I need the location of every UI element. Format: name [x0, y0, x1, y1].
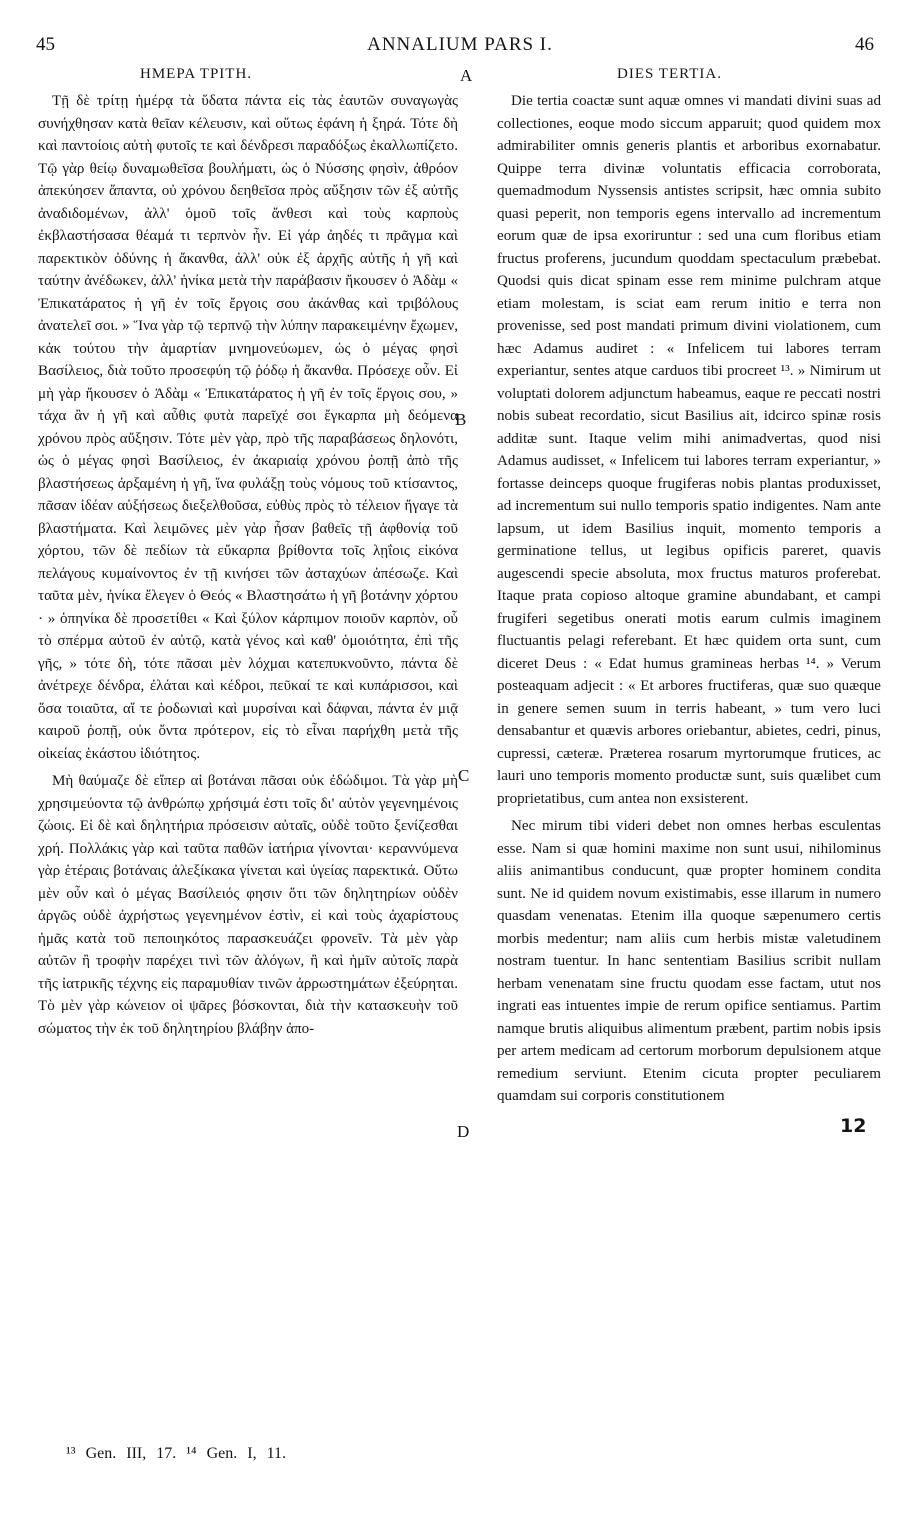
greek-column-heading: ΗΜΕΡΑ ΤΡΙΤΗ. [140, 66, 253, 82]
running-title: ANNALIUM PARS I. [367, 34, 553, 55]
page-number-left: 45 [36, 34, 55, 55]
margin-marker-c: C [458, 766, 470, 785]
latin-paragraph: Nec mirum tibi videri debet non omnes herbas esculentas esse. Nam si quæ homini maxime non sunt usui, nihilominus aliis animantibus conducunt, quæ propter hominem condita sunt. Ne id quidem novum existimabis, esse illarum in numero quasdam venenatas. Etenim illa quoque sæpenumero certis morbis medentur; nam aliis cum herbis mistæ valetudinem nostram tuentur. In hanc sententiam Basilius scribit nullam herbam venenatam sine fructu quodam esse factam, utut nos ingrati eas intuentes impie de rerum opifice sentiamus. Partim namque brutis aliquibus alimentum præbent, partim nobis ipsis per artem medicam ad certorum morborum depulsionem atque remedium serviunt. Etenim cicuta propter peculiarem quamdam sui corporis constitutionem [497, 818, 881, 1104]
page-number-right: 46 [855, 34, 874, 55]
greek-paragraph: Μὴ θαύμαζε δὲ εἴπερ αἱ βοτάναι πᾶσαι οὐκ ἐδώδιμοι. Τὰ γὰρ μὴ χρησιμεύοντα τῷ ἀνθρώπῳ χρήσιμά ἐστι τοῖς δι' αὐτὸν γεγενημένοις ζώοις. Εἰ δὲ καὶ δηλητήρια πρόσεισιν αὐταῖς, οὐδὲ τοῦτο ξενίζεσθαι χρή. Πολλάκις γὰρ καὶ ταῦτα παθῶν ἰατήρια γίνονται· κεραννύμενα γὰρ ἑτέραις βοτάναις ἀλεξίκακα γίνεται καὶ ὑγείας παρεκτικά. Οὕτω μὲν οὖν καὶ ὁ μέγας Βασίλειός φησιν ὅτι τῶν δηλητηρίων οὐδὲν ἀργῶς οὐδὲ ἀχρήστως γεγενημένον ἐστὶν, εἰ καὶ τοὺς ἀχαρίστους ἡμᾶς κατὰ τοῦ πεποιηκότος παρασκευάζει φρονεῖν. Τὰ μὲν γὰρ αὐτῶν ἢ τροφὴν παρέχει τινὶ τῶν ἀλόγων, ἢ καὶ ἡμῖν αὐτοῖς παρὰ τῆς ἰατρικῆς τέχνης εἰς παραμυθίαν τινῶν ἀρρωστημάτων ἐξεύρηται. Τὸ μὲν γὰρ κώνειον οἱ ψᾶρες βόσκονται, διὰ τὴν κατασκευὴν τοῦ σώματος τὴν ἐκ τοῦ δηλητηρίου βλάβην ἀπο- [38, 773, 458, 1037]
margin-marker-a: A [460, 66, 473, 85]
greek-text-column [38, 90, 458, 1040]
margin-marker-b: B [455, 410, 467, 429]
footnotes: ¹³ Gen. III, 17. ¹⁴ Gen. I, 11. [66, 1445, 286, 1462]
latin-column-heading: DIES TERTIA. [617, 66, 722, 82]
latin-text-column [497, 90, 881, 1108]
latin-paragraph: Die tertia coactæ sunt aquæ omnes vi mandati divini suas ad collectiones, eoque modo siccum apparuit; quod quidem mox admirabiliter omnis generis plantis et arboribus exornabatur. Quippe terra divinæ voluntatis efficacia corroborata, quemadmodum Nyssensis antistes scripsit, hæc omnia subito quasi peperit, non temporis egens intervallo ad incrementum eorum quæ de ipsa exoriruntur : sed una cum floribus etiam fructus proferens, jucundum quoddam spectaculum præbebat. Quodsi quis dicat spinam esse rem minime pulchram atque etiam molestam, is sciat eam rerum initio e terra non provenisse, sed post mandati primum divini violationem, cum hæc Adamus audiret : « Infelicem tui labores terram experiantur, sentes atque carduos tibi procreet ¹³. » Nimirum ut voluptati dolorem adjunctum habeamus, eaque re peccati nostri nobis subeat recordatio, sicut Basilius ait, idcirco spinæ rosis additæ sunt. Itaque velim mihi animadvertas, quod nisi Adamus audisset, « Infelicem tui labores terram experiantur, » fortasse deinceps quoque frugiferas nobis plantas produxisset, ad incrementum sui nullo temporis spatio indigentes. Nam ante lapsum, ut idem Basilius inquit, momento temporis a germinatione tellus, ut legibus opificis pareret, quavis augescendi specie absoluta, mox fructus maturos proferebat. Itaque prata copioso altoque gramine abundabant, et campi frugiferi segetibus onerati motis earum culmis imaginem fluctuantis pelagi referebant. Et hæc quidem orta sunt, cum diceret Deus : « Edat humus gramineas herbas ¹⁴. » Verum posteaquam adjecit : « Et arbores fructiferas, quæ suo quæque in genere semen suum in terris habeant, » tum vero luci densabantur et quævis arbores oriebantur, abietes, cedri, pinus, cupressi, cæteræ. Præterea rosarum myrtorumque frutices, ac lauri uno temporis momento productæ sunt, suis quælibet cum proprietatibus, cum antea non exsisterent. [497, 93, 881, 807]
margin-marker-d: D [457, 1122, 470, 1141]
side-column-number: 12 [840, 1115, 867, 1137]
running-head [0, 34, 920, 64]
greek-paragraph: Τῇ δὲ τρίτῃ ἡμέρᾳ τὰ ὕδατα πάντα εἰς τὰς ἑαυτῶν συναγωγὰς συνήχθησαν κατὰ θεῖαν κέλευσιν, καὶ οὕτως ἐφάνη ἡ ξηρά. Τότε δὴ καὶ παντοίοις αὐτὴ φυτοῖς τε καὶ δένδρεσι παραδόξως ἐκαλλωπίζετο. Τῷ γὰρ θείῳ δυναμωθεῖσα βουλήματι, ὡς ὁ Νύσσης φησὶν, ἀθρόον ἀπεκύησεν ἅπαντα, οὐ χρόνου δεηθεῖσα πρὸς αὔξησιν τῶν ἐξ αὐτῆς ἀναδιδομένων, ἀλλ' ὁμοῦ τοῖς ἄνθεσι καὶ τοὺς καρποὺς ἐκβλαστήσασα θέαμά τι τερπνὸν ἦν. Εἰ γάρ ἀηδές τι πρᾶγμα καὶ παρεκτικὸν ὀδύνης ἡ ἄκανθα, ἀλλ' οὐκ ἐξ ἀρχῆς αὐτῆς ἡ γῆ καὶ ταύτην ἀνέδωκεν, ἀλλ' ἡνίκα μετὰ τὴν παράβασιν ἤκουσεν ὁ Ἀδὰμ « Ἐπικατάρατος ἡ γῆ ἐν τοῖς ἔργοις σου ἀκάνθας καὶ τριβόλους ἀνατελεῖ σοι. » Ἵνα γὰρ τῷ τερπνῷ τὴν λύπην παρακειμένην ἔχωμεν, κἀκ τούτου τὴν ἁμαρτίαν μνημονεύωμεν, ὡς ὁ μέγας φησὶ Βασίλειος, διὰ τοῦτο προσεφύη τῷ ῥόδῳ ἡ ἄκανθα. Πρόσεχε οὖν. Εἰ μὴ γὰρ ἤκουσεν ὁ Ἀδὰμ « Ἐπικατάρατος ἡ γῆ ἐν τοῖς ἔργοις σου, » τάχα ἂν ἡ γῆ καὶ αὖθις φυτὰ παρεῖχέ σοι ἔγκαρπα μὴ δεόμενα χρόνου πρὸς αὔξησιν. Τότε μὲν γὰρ, πρὸ τῆς παραβάσεως δηλονότι, ὡς ὁ μέγας φησὶ Βασίλειος, ἐν ἀκαριαίᾳ χρόνου ῥοπῇ ἀπὸ τῆς βλαστήσεως ἀρξαμένη ἡ γῆ, ἵνα φυλάξῃ τοὺς νόμους τοῦ κτίσαντος, πᾶσαν ἰδέαν αὐξήσεως διεξελθοῦσα, εὐθὺς πρὸς τὸ τέλειον ἤγαγε τὰ βλαστήματα. Καὶ λειμῶνες μὲν γὰρ ἦσαν βαθεῖς τῇ ἀφθονίᾳ τοῦ χόρτου, τῶν δὲ πεδίων τὰ εὔκαρπα βρίθοντα τοῖς λῃΐοις εἰκόνα πελάγους κυμαίνοντος ἐν τῇ κινήσει τῶν ἀσταχύων ἀπέσωζε. Καὶ ταῦτα μὲν, ἡνίκα ἔλεγεν ὁ Θεός « Βλαστησάτω ἡ γῆ βοτάνην χόρτου · » ὁπηνίκα δὲ προσετίθει « Καὶ ξύλον κάρπιμον ποιοῦν καρπὸν, οὗ τὸ σπέρμα αὐτοῦ ἐν αὐτῷ, κατὰ γένος καὶ καθ' ὁμοιότητα, ἐπὶ τῆς γῆς, » τότε δὴ, τότε πᾶσαι μὲν λόχμαι κατεπυκνοῦντο, πάντα δὲ ἀνέτρεχε δένδρα, ἐλάται καὶ κέδροι, πεῦκαί τε καὶ κυπάρισσοι, καὶ ὅσα τοιαῦτα, αἵ τε ῥοδωνιαὶ καὶ μυρσίναι καὶ δάφναι, πάντα ἐν μιᾷ καιροῦ ῥοπῇ, οὐκ ὄντα πρότερον, εἰς τὸ εἶναι παρήχθη μετὰ τῆς οἰκείας ἑκάστου ἰδιότητος. [38, 93, 458, 762]
